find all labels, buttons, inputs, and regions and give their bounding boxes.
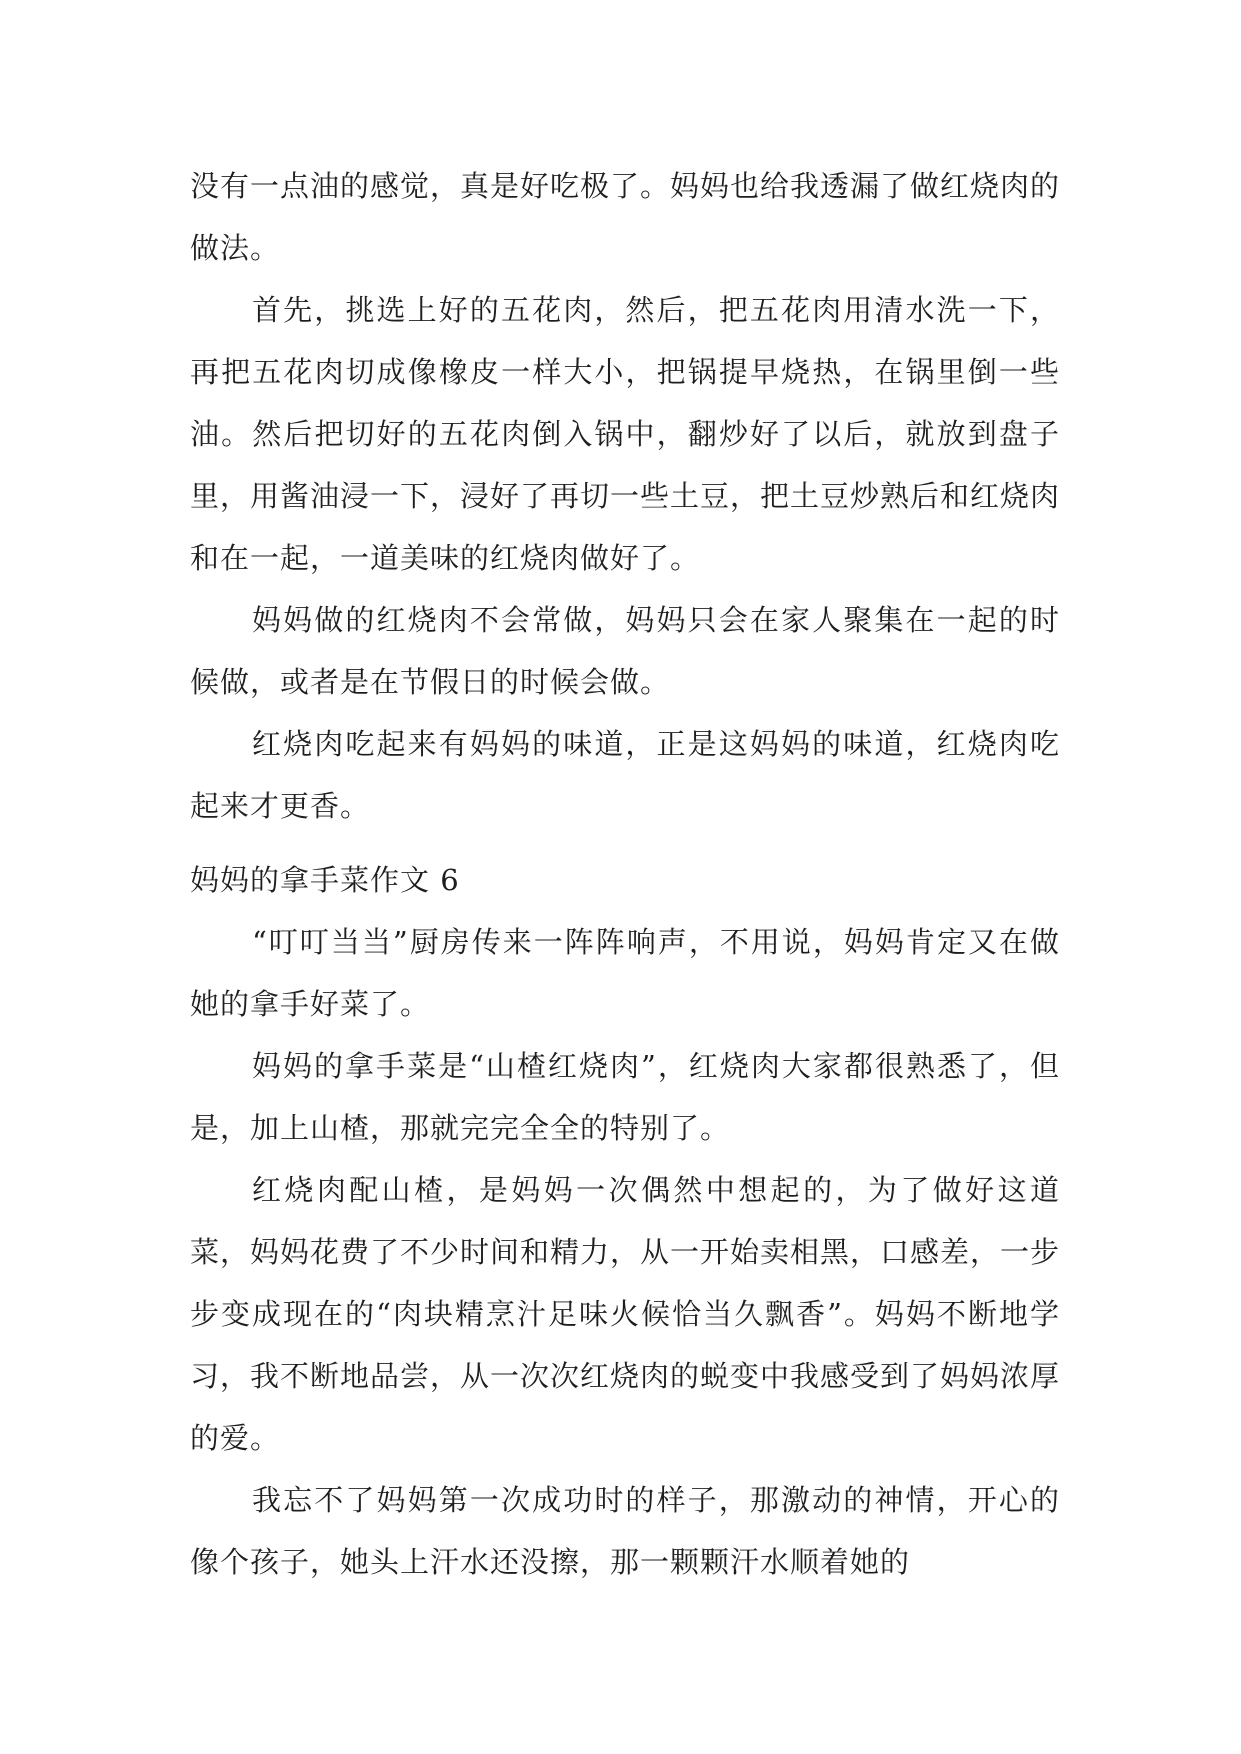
paragraph-dish-name: 妈妈的拿手菜是“山楂红烧肉”，红烧肉大家都很熟悉了，但是，加上山楂，那就完完全全的特别了。 bbox=[190, 1049, 1060, 1145]
paragraph-first-success: 我忘不了妈妈第一次成功时的样子，那激动的神情，开心的像个孩子，她头上汗水还没擦，那一颗颗汗水顺着她的 bbox=[190, 1483, 1060, 1579]
essay-heading: 妈妈的拿手菜作文 6 bbox=[190, 863, 460, 897]
section-essay-6 bbox=[190, 849, 1060, 1593]
paragraph-intro: “叮叮当当”厨房传来一阵阵响声，不用说，妈妈肯定又在做她的拿手好菜了。 bbox=[190, 925, 1060, 1021]
paragraph-conclusion: 红烧肉吃起来有妈妈的味道，正是这妈妈的味道，红烧肉吃起来才更香。 bbox=[190, 727, 1060, 823]
paragraph-occasions: 妈妈做的红烧肉不会常做，妈妈只会在家人聚集在一起的时候做，或者是在节假日的时候会做。 bbox=[190, 603, 1060, 699]
paragraph-dish-history: 红烧肉配山楂，是妈妈一次偶然中想起的，为了做好这道菜，妈妈花费了不少时间和精力，从一开始卖相黑，口感差，一步步变成现在的“肉块精烹汁足味火候恰当久飘香”。妈妈不断地学习，我不断地品尝，从一次次红烧肉的蜕变中我感受到了妈妈浓厚的爱。 bbox=[190, 1173, 1061, 1455]
paragraph-continued: 没有一点油的感觉，真是好吃极了。妈妈也给我透漏了做红烧肉的做法。 bbox=[190, 169, 1061, 265]
paragraph-recipe-steps: 首先，挑选上好的五花肉，然后，把五花肉用清水洗一下，再把五花肉切成像橡皮一样大小，把锅提早烧热，在锅里倒一些油。然后把切好的五花肉倒入锅中，翻炒好了以后，就放到盘子里，用酱油浸一下，浸好了再切一些土豆，把土豆炒熟后和红烧肉和在一起，一道美味的红烧肉做好了。 bbox=[190, 293, 1061, 575]
section-continuation bbox=[190, 155, 1060, 837]
